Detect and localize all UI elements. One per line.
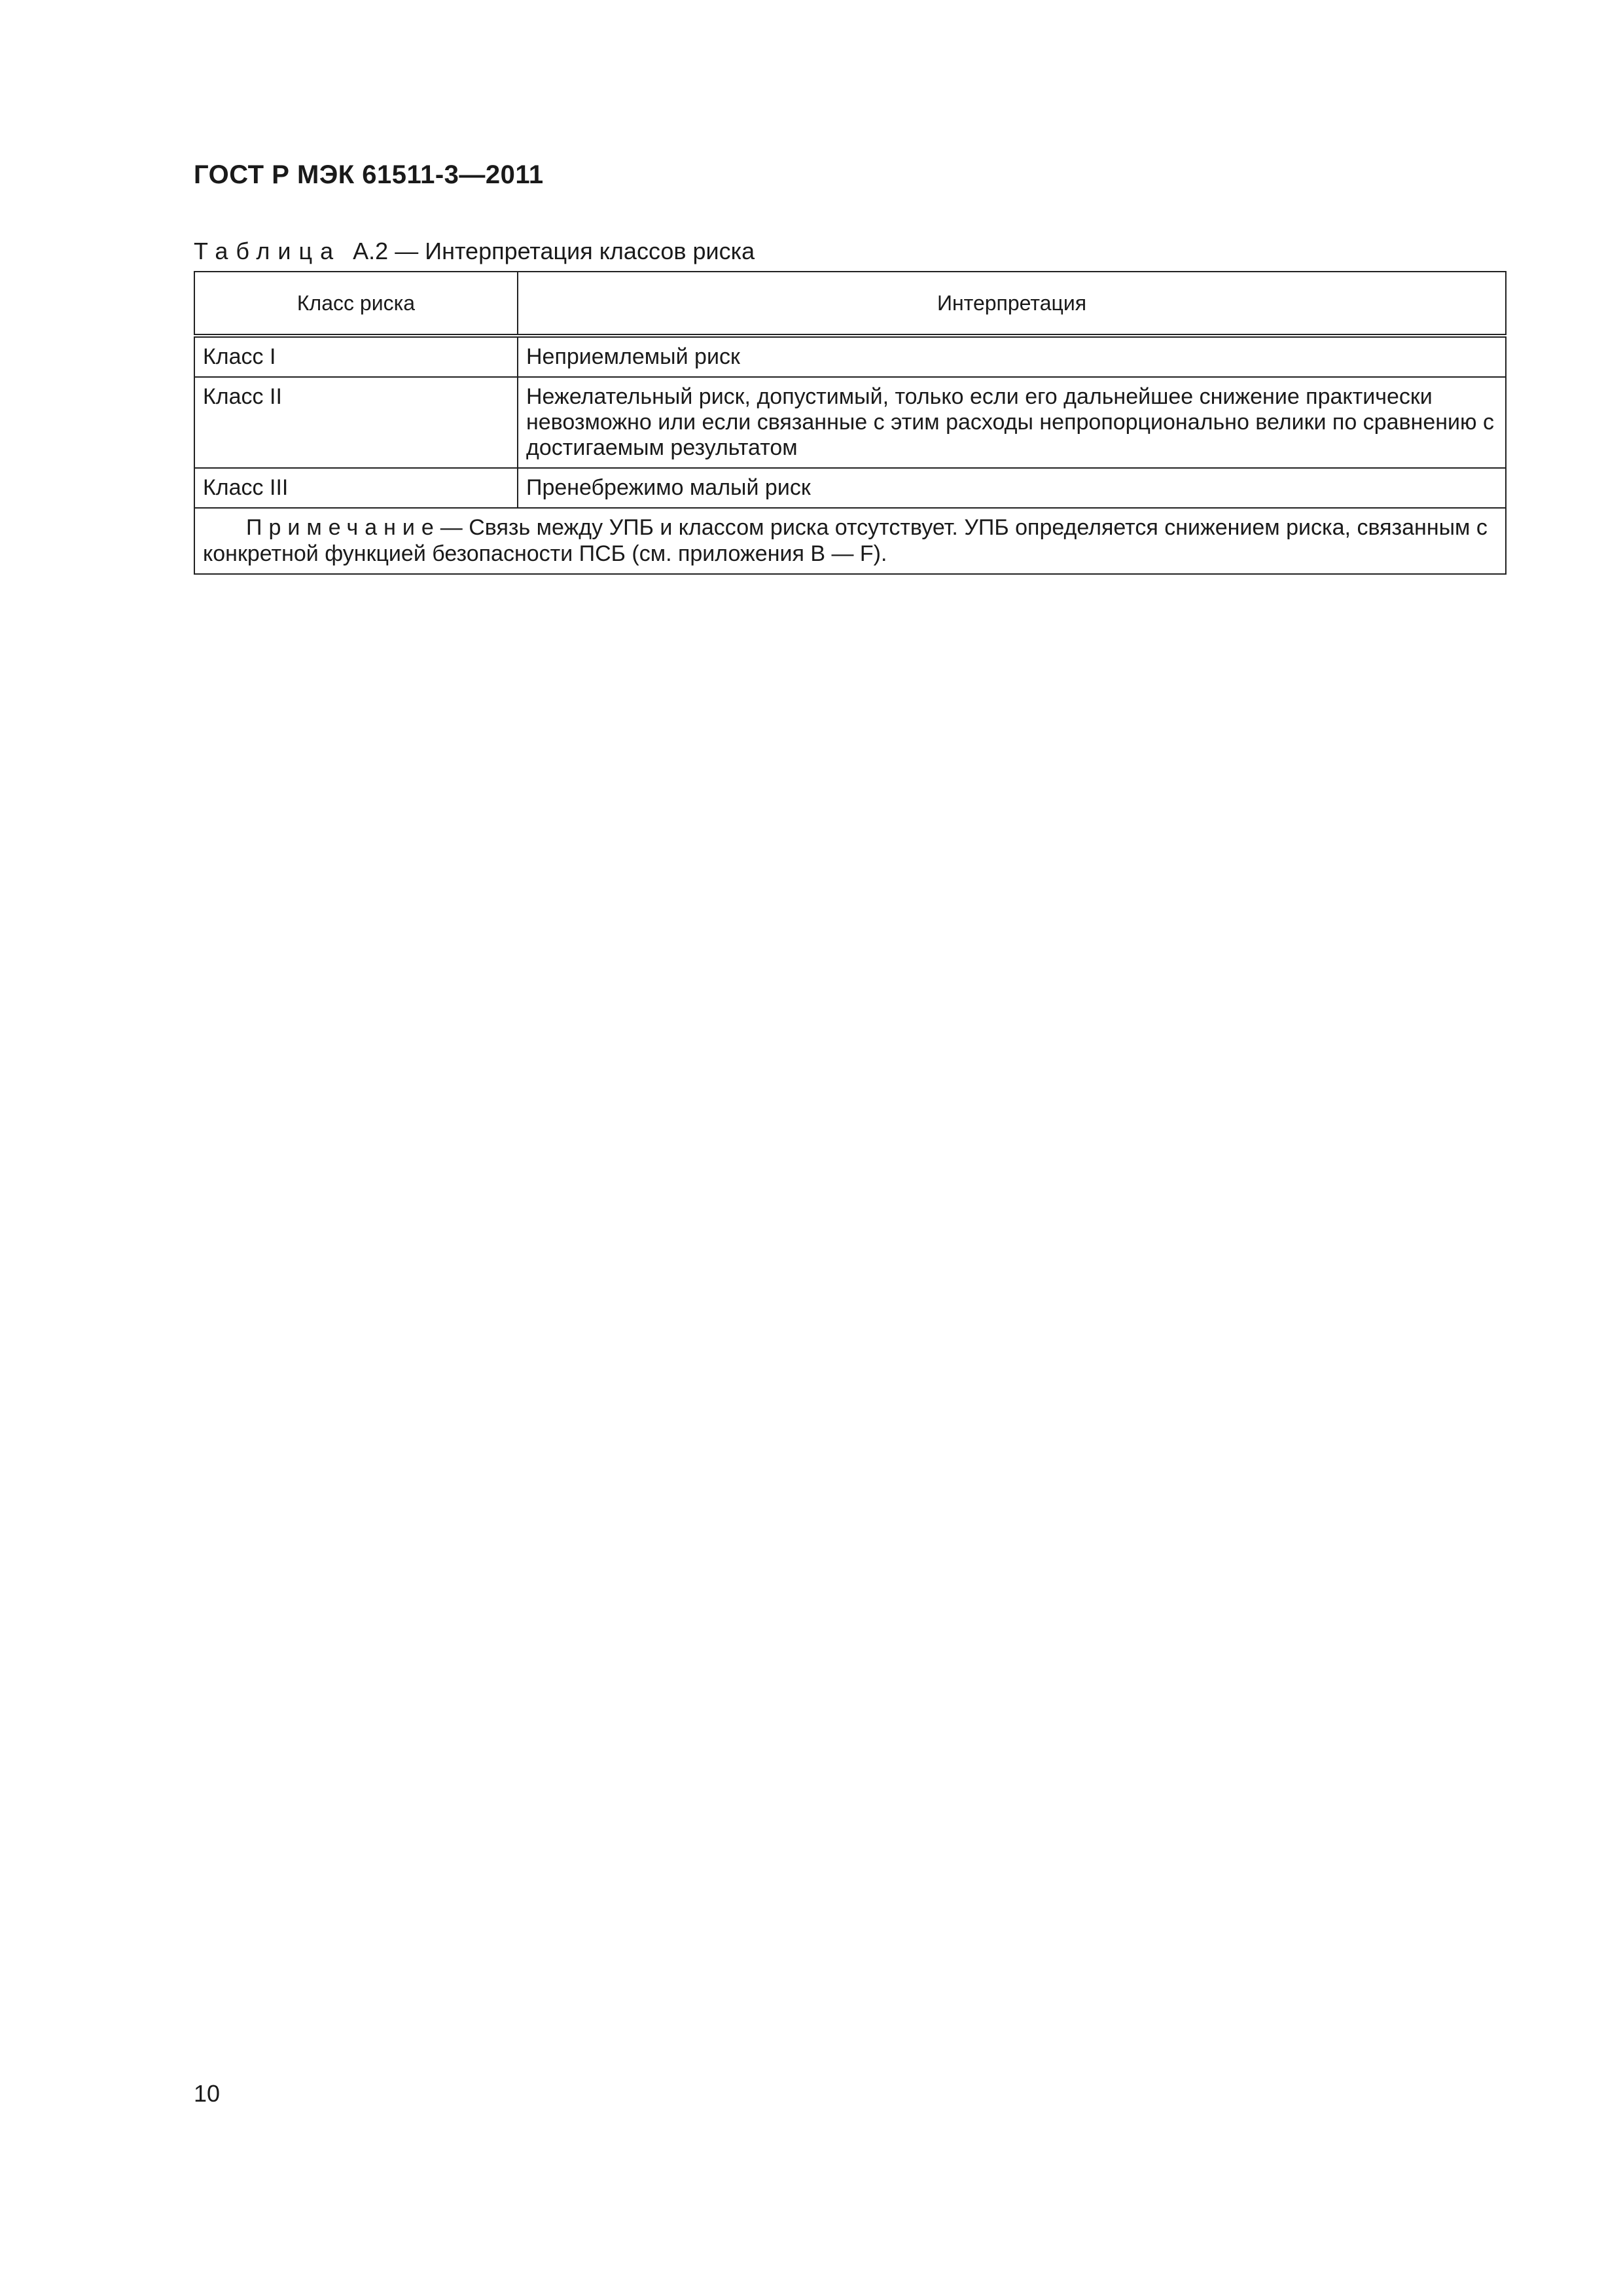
interpretation-cell: Неприемлемый риск: [518, 336, 1506, 377]
column-header-risk-class: Класс риска: [194, 272, 518, 336]
table-row: [194, 468, 1506, 508]
column-header-interpretation: Интерпретация: [518, 272, 1506, 336]
note-text: — Связь между УПБ и классом риска отсутствует. УПБ определяется снижением риска, связанным с конкретной функцией безопасности ПСБ (см. приложения В — F).: [203, 515, 1488, 566]
table-caption: [194, 237, 755, 265]
table-note-row: [194, 508, 1506, 573]
interpretation-cell: Пренебрежимо малый риск: [518, 468, 1506, 508]
interpretation-cell: Нежелательный риск, допустимый, только если его дальнейшее снижение практически невозможно или если связанные с этим расходы непропорционально велики по сравнению с достигаемым результатом: [518, 377, 1506, 468]
risk-class-cell: Класс I: [194, 336, 518, 377]
table-note: [194, 508, 1506, 573]
table-row: [194, 377, 1506, 468]
risk-class-table: [194, 271, 1507, 575]
document-header: ГОСТ Р МЭК 61511-3—2011: [194, 160, 544, 189]
table-header-row: [194, 272, 1506, 336]
risk-class-cell: Класс III: [194, 468, 518, 508]
table-row: [194, 336, 1506, 377]
risk-class-cell: Класс II: [194, 377, 518, 468]
note-label: Примечание: [246, 515, 440, 541]
page-number: 10: [194, 2080, 221, 2107]
table-caption-label: Таблица: [194, 238, 342, 264]
table-caption-text: А.2 — Интерпретация классов риска: [353, 238, 755, 264]
